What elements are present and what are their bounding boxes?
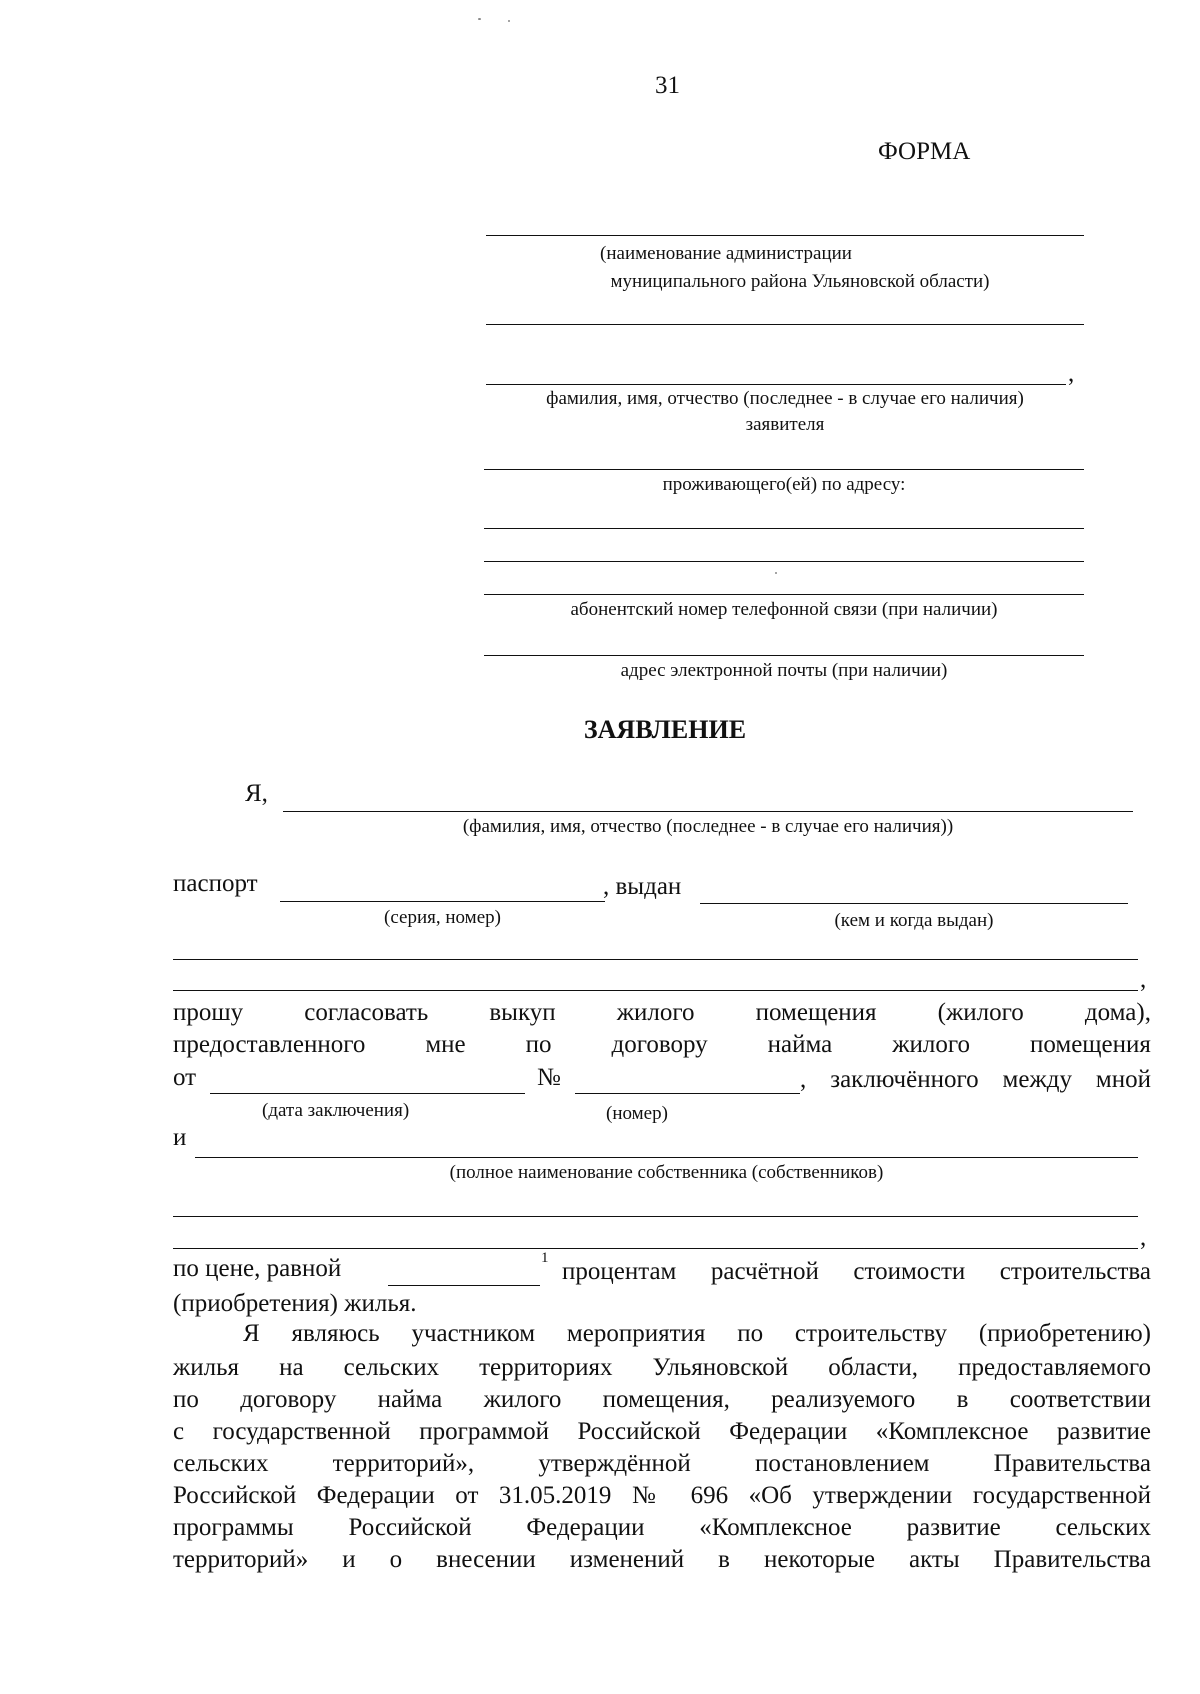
number-sign: № bbox=[537, 1064, 561, 1091]
paragraph-line: жилья на сельских территориях Ульяновской области, предоставляемого bbox=[173, 1354, 1151, 1381]
owner-line bbox=[195, 1157, 1138, 1158]
admin-caption-2: муниципального района Ульяновской области) bbox=[610, 271, 990, 292]
request-row bbox=[173, 999, 1151, 1027]
provided-word: по bbox=[525, 1031, 552, 1058]
contract-number-line bbox=[575, 1093, 800, 1094]
applicant-fio-line bbox=[283, 811, 1133, 812]
request-word: согласовать bbox=[304, 999, 429, 1026]
issued-caption: (кем и когда выдан) bbox=[834, 910, 994, 931]
request-word: дома), bbox=[1084, 999, 1151, 1026]
form-label: ФОРМА bbox=[878, 138, 971, 165]
fio-line bbox=[486, 384, 1066, 385]
request-word: помещения bbox=[755, 999, 877, 1026]
number-caption: (номер) bbox=[606, 1103, 668, 1124]
issued-extra-line-2 bbox=[173, 990, 1138, 991]
address-line-2 bbox=[484, 561, 1084, 562]
address-caption: проживающего(ей) по адресу: bbox=[662, 474, 906, 495]
paragraph-line: по договору найма жилого помещения, реализуемого в соответствии bbox=[173, 1386, 1151, 1413]
request-word: жилого bbox=[616, 999, 695, 1026]
issued-by-line bbox=[700, 903, 1128, 904]
email-caption: адрес электронной почты (при наличии) bbox=[620, 660, 948, 681]
footnote-mark: 1 bbox=[541, 1250, 549, 1266]
contract-date-line bbox=[210, 1093, 525, 1094]
address-line-1 bbox=[484, 528, 1084, 529]
paragraph-line: с государственной программой Российской Федерации «Комплексное развитие bbox=[173, 1418, 1151, 1445]
from-label: от bbox=[173, 1064, 197, 1091]
issued-extra-line-1 bbox=[173, 959, 1138, 960]
fio-caption-1: фамилия, имя, отчество (последнее - в случае его наличия) bbox=[546, 388, 1024, 409]
provided-word: предоставленного bbox=[173, 1031, 366, 1058]
address-top-line bbox=[484, 469, 1084, 470]
issued-label: , выдан bbox=[603, 873, 682, 900]
applicant-fio-caption: (фамилия, имя, отчество (последнее - в случае его наличия)) bbox=[462, 816, 954, 837]
paragraph-line: программы Российской Федерации «Комплексное развитие сельских bbox=[173, 1514, 1151, 1541]
price-tail: процентам расчётной стоимости строительства bbox=[562, 1258, 1151, 1285]
owner-extra-line-1 bbox=[173, 1216, 1138, 1217]
provided-row bbox=[173, 1031, 1151, 1059]
i-label: Я, bbox=[245, 780, 268, 807]
provided-word: мне bbox=[425, 1031, 466, 1058]
fio-caption-2: заявителя bbox=[745, 414, 825, 435]
admin-name-line bbox=[486, 235, 1084, 236]
owner-extra-line-2 bbox=[173, 1248, 1138, 1249]
phone-line bbox=[484, 594, 1084, 595]
date-caption: (дата заключения) bbox=[262, 1100, 410, 1121]
paragraph-line: сельских территорий», утверждённой постановлением Правительства bbox=[173, 1450, 1151, 1477]
paragraph-line: территорий» и о внесении изменений в некоторые акты Правительства bbox=[173, 1546, 1151, 1573]
owner-comma: , bbox=[1140, 1224, 1147, 1251]
request-word: (жилого bbox=[937, 999, 1024, 1026]
scan-speck bbox=[508, 20, 510, 22]
provided-word: найма bbox=[767, 1031, 833, 1058]
provided-word: жилого bbox=[892, 1031, 970, 1058]
price-label: по цене, равной bbox=[173, 1255, 342, 1282]
series-caption: (серия, номер) bbox=[384, 907, 501, 928]
owner-caption: (полное наименование собственника (собственников) bbox=[449, 1162, 884, 1183]
concluded-text: , заключённого между мной bbox=[800, 1066, 1151, 1093]
and-label: и bbox=[173, 1124, 187, 1151]
paragraph-line: Российской Федерации от 31.05.2019 № 696 «Об утверждении государственной bbox=[173, 1482, 1151, 1509]
issued-comma: , bbox=[1140, 966, 1147, 993]
provided-word: помещения bbox=[1029, 1031, 1151, 1058]
provided-word: договору bbox=[611, 1031, 708, 1058]
passport-series-line bbox=[280, 901, 605, 902]
fio-comma: , bbox=[1068, 360, 1075, 387]
request-word: выкуп bbox=[489, 999, 556, 1026]
passport-label: паспорт bbox=[173, 870, 258, 897]
paragraph-line: Я являюсь участником мероприятия по строительству (приобретению) bbox=[243, 1320, 1151, 1347]
price-end: (приобретения) жилья. bbox=[173, 1290, 417, 1317]
page-number: 31 bbox=[655, 72, 680, 99]
price-percent-line bbox=[388, 1285, 540, 1286]
scan-speck bbox=[478, 18, 481, 20]
request-word: прошу bbox=[173, 999, 244, 1026]
scan-speck bbox=[775, 572, 777, 574]
phone-caption: абонентский номер телефонной связи (при наличии) bbox=[570, 599, 998, 620]
email-line bbox=[484, 655, 1084, 656]
admin-extra-line bbox=[486, 324, 1084, 325]
statement-title: ЗАЯВЛЕНИЕ bbox=[583, 715, 747, 744]
admin-caption-1: (наименование администрации bbox=[600, 243, 852, 264]
